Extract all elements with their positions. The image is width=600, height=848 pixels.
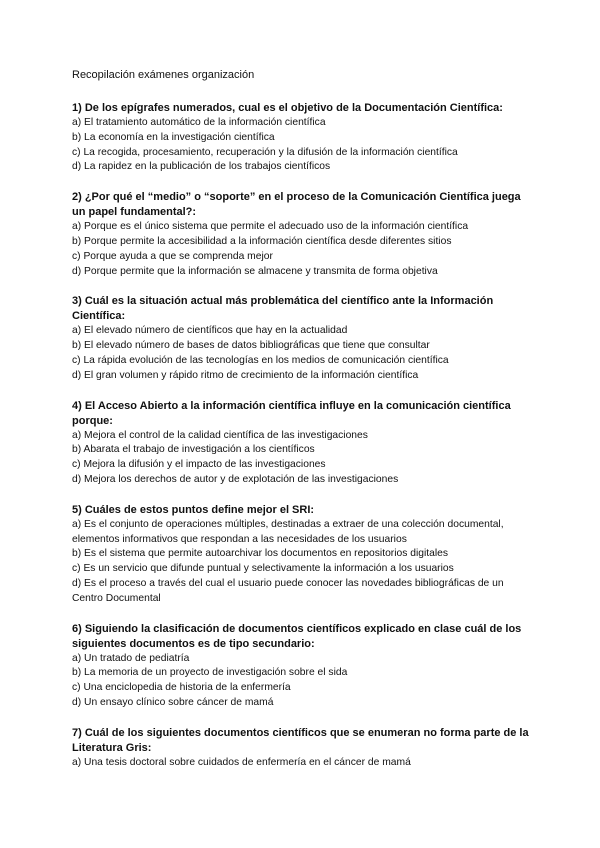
question-text: 3) Cuál es la situación actual más problemática del científico ante la Información Científica: [72,295,494,323]
question-4 [72,399,532,488]
answer-option: a) Es el conjunto de operaciones múltiples, destinadas a extraer de una colección documental, elementos informativos que respondan a las necesidades de los usuarios [72,518,504,545]
answer-option: c) Una enciclopedia de historia de la enfermería [72,682,291,694]
question-text: 4) El Acceso Abierto a la información científica influye en la comunicación científica porque: [72,399,511,427]
answer-option: d) Un ensayo clínico sobre cáncer de mamá [72,696,274,708]
answer-option: a) El elevado número de científicos que hay en la actualidad [72,325,348,337]
answer-option: a) Mejora el control de la calidad científica de las investigaciones [72,429,368,441]
answer-option: c) Es un servicio que difunde puntual y selectivamente la información a los usuarios [72,563,454,575]
question-5 [72,503,532,607]
question-6 [72,622,532,711]
answer-option: b) Es el sistema que permite autoarchivar los documentos en repositorios digitales [72,548,449,560]
answer-option: d) La rapidez en la publicación de los trabajos científicos [72,161,331,173]
question-text: 5) Cuáles de estos puntos define mejor el SRI: [72,503,315,516]
answer-option: d) Mejora los derechos de autor y de explotación de las investigaciones [72,473,399,485]
answer-option: a) El tratamiento automático de la información científica [72,117,326,128]
answer-option: d) El gran volumen y rápido ritmo de crecimiento de la información científica [72,369,419,381]
answer-option: a) Una tesis doctoral sobre cuidados de enfermería en el cáncer de mamá [72,756,411,768]
answer-option: c) Porque ayuda a que se comprenda mejor [72,250,273,262]
answer-option: c) La recogida, procesamiento, recuperación y la difusión de la información científica [72,146,458,158]
answer-option: b) La economía en la investigación científica [72,131,275,143]
answer-option: d) Porque permite que la información se almacene y transmita de forma objetiva [72,265,438,277]
answer-option: b) Porque permite la accesibilidad a la información científica desde diferentes sitios [72,235,452,247]
question-3 [72,294,532,383]
answer-option: b) Abarata el trabajo de investigación a los científicos [72,444,315,456]
question-text: 1) De los epígrafes numerados, cual es el objetivo de la Documentación Científica: [72,102,503,114]
answer-option: b) El elevado número de bases de datos bibliográficas que tiene que consultar [72,340,430,352]
answer-option: c) La rápida evolución de las tecnologías en los medios de comunicación científica [72,354,449,366]
question-text: 2) ¿Por qué el “medio” o “soporte” en el proceso de la Comunicación Científica juega un papel fundamental?: [72,191,521,219]
answer-option: d) Es el proceso a través del cual el usuario puede conocer las novedades bibliográficas de un Centro Documental [72,577,504,604]
answer-option: c) Mejora la difusión y el impacto de las investigaciones [72,459,326,471]
answer-option: b) La memoria de un proyecto de investigación sobre el sida [72,667,348,679]
question-2 [72,190,532,279]
document-title: Recopilación exámenes organización [72,69,255,81]
question-text: 7) Cuál de los siguientes documentos científicos que se enumeran no forma parte de la Literatura Gris: [72,726,529,754]
question-7 [72,726,532,771]
answer-option: a) Porque es el único sistema que permite el adecuado uso de la información científica [72,221,469,233]
answer-option: a) Un tratado de pediatría [72,652,190,664]
question-1 [72,101,532,175]
document-page [72,68,532,786]
question-text: 6) Siguiendo la clasificación de documentos científicos explicado en clase cuál de los siguientes documentos es de tipo secundario: [72,622,522,650]
